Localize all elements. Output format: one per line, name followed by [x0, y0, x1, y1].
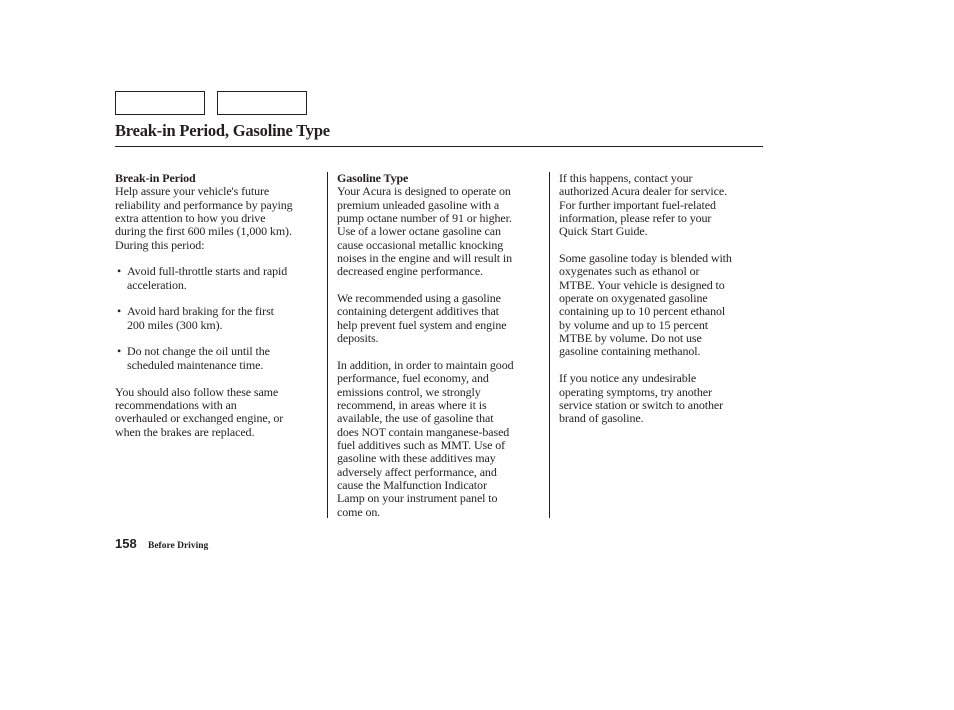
column-divider	[327, 172, 328, 518]
bullet-icon: •	[117, 304, 122, 319]
gasoline-type-heading: Gasoline Type	[337, 171, 409, 185]
paragraph: In addition, in order to maintain good performance, fuel economy, and emissions control, we strongly recommend, in areas where it is available, the use of gasoline that does NOT contain manganese-based fuel additives such as MMT. Use of gasoline with these additives may adversely affect performance, and cause the Malfunction Indicator Lamp on your instrument panel to come on.	[337, 357, 514, 519]
title-divider	[115, 146, 763, 147]
bullet-text: Avoid hard braking for the first 200 miles (300 km).	[127, 304, 274, 332]
break-in-closing: You should also follow these same recommendations with an overhauled or exchanged engine, or when the brakes are replaced.	[115, 384, 284, 439]
bullet-item	[115, 345, 325, 372]
bullet-icon: •	[117, 344, 122, 359]
bullet-text: Avoid full-throttle starts and rapid acceleration.	[127, 264, 288, 292]
paragraph: Some gasoline today is blended with oxygenates such as ethanol or MTBE. Your vehicle is designed to operate on oxygenated gasoline containing up to 10 percent ethanol by volume and up to 15 percent MTBE by volume. Do not use gasoline containing methanol.	[559, 251, 732, 359]
section-name: Before Driving	[148, 541, 209, 551]
nav-tab-box-2[interactable]	[217, 91, 307, 115]
bullet-text: Do not change the oil until the scheduled maintenance time.	[127, 344, 270, 372]
break-in-bullet-list	[115, 265, 325, 372]
column-gasoline-type	[337, 172, 543, 519]
bullet-item	[115, 305, 325, 332]
paragraph: We recommended using a gasoline containing detergent additives that help prevent fuel system and engine deposits.	[337, 291, 507, 346]
break-in-intro: Help assure your vehicle's future reliability and performance by paying extra attention to how you drive during the first 600 miles (1,000 km). During this period:	[115, 184, 293, 252]
column-divider	[549, 172, 550, 518]
paragraph: If this happens, contact your authorized Acura dealer for service. For further important fuel-related information, please refer to your Quick Start Guide.	[559, 171, 727, 239]
nav-tab-box-1[interactable]	[115, 91, 205, 115]
break-in-heading: Break-in Period	[115, 171, 196, 185]
paragraph: If you notice any undesirable operating symptoms, try another service station or switch to another brand of gasoline.	[559, 371, 724, 426]
page-number: 158	[115, 536, 137, 551]
column-break-in-period	[115, 172, 325, 439]
bullet-item	[115, 265, 325, 292]
column-gasoline-continued	[559, 172, 763, 426]
page-title: Break-in Period, Gasoline Type	[115, 121, 330, 140]
bullet-icon: •	[117, 264, 122, 279]
paragraph: Your Acura is designed to operate on premium unleaded gasoline with a pump octane number of 91 or higher. Use of a lower octane gasoline can cause occasional metallic knocking noises in the engine and will result in decreased engine performance.	[337, 184, 513, 279]
